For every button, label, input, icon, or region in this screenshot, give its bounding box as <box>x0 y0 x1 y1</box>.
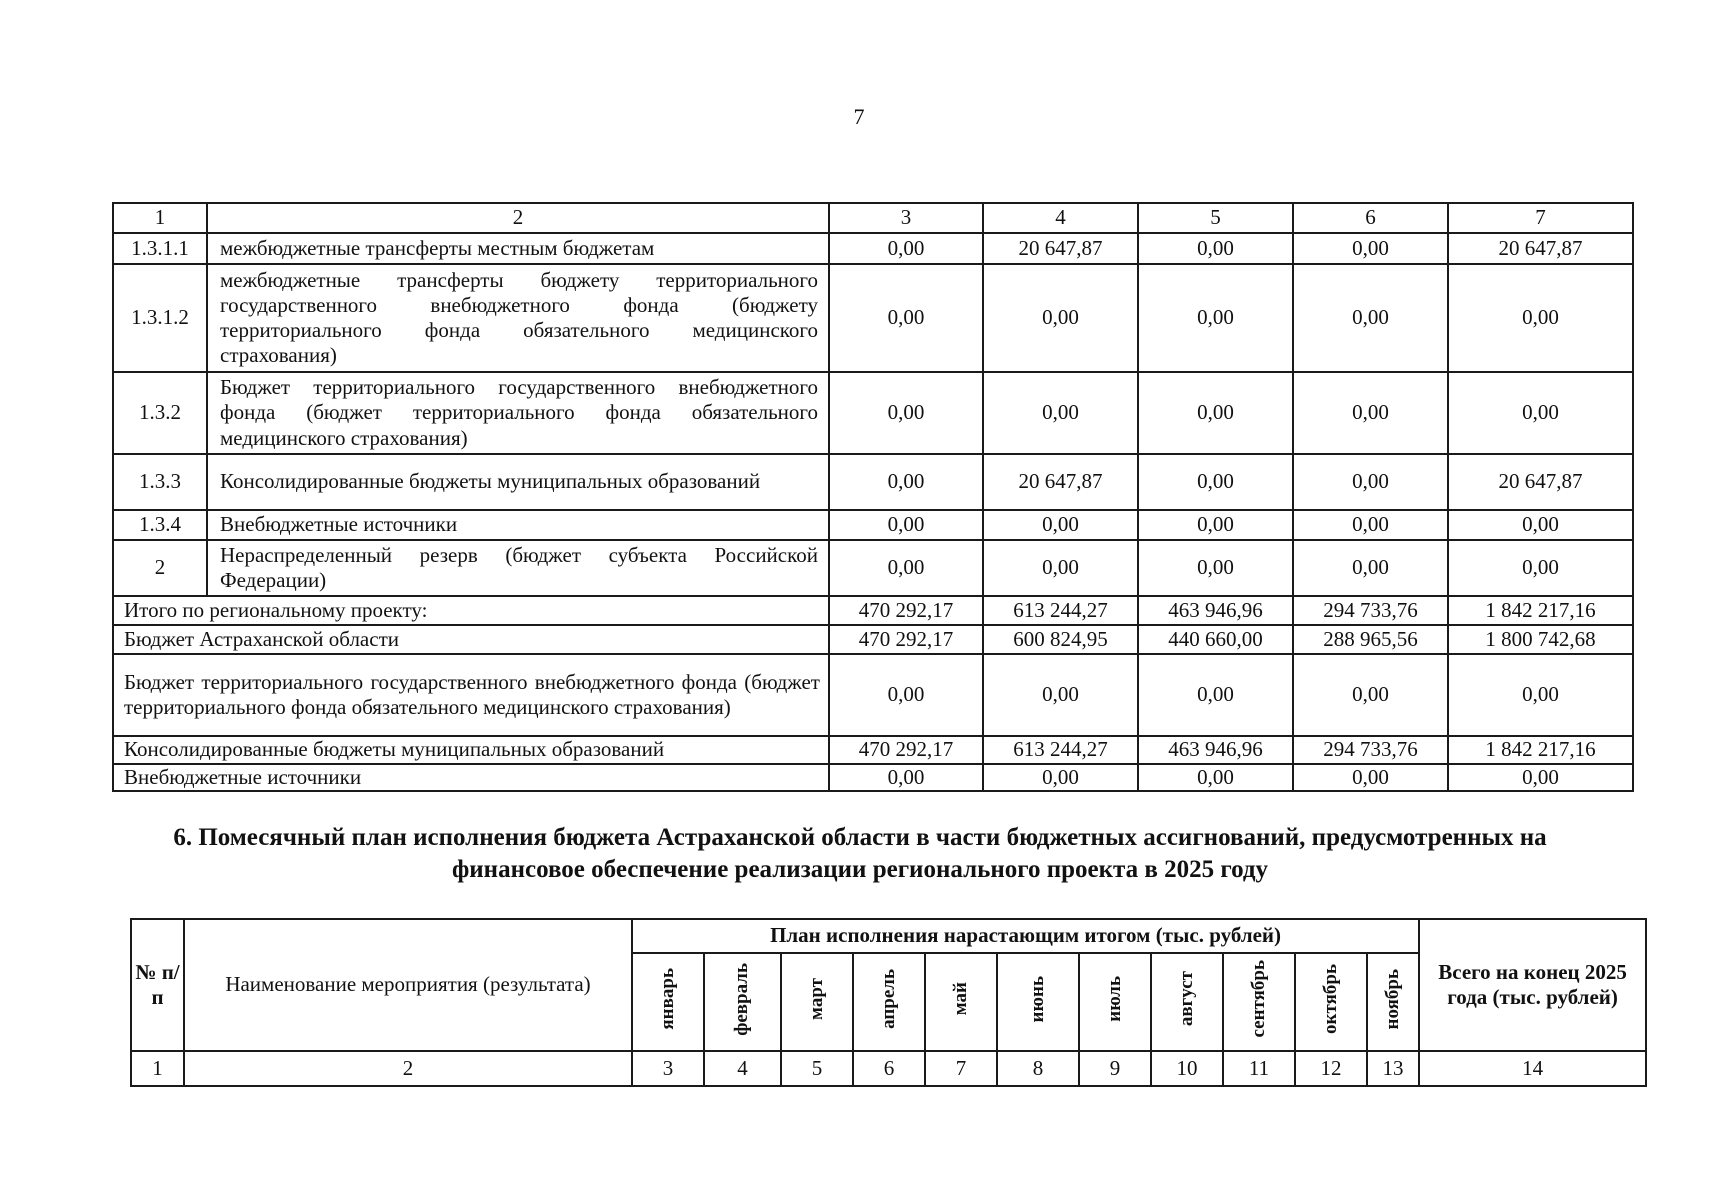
month-label: октябрь <box>1319 963 1341 1034</box>
column-index-row <box>131 1051 1646 1086</box>
month-label: ноябрь <box>1381 968 1403 1030</box>
value-cell: 20 647,87 <box>1448 233 1633 264</box>
value-cell: 0,00 <box>1293 654 1448 736</box>
total-label: Консолидированные бюджеты муниципальных образований <box>113 736 829 764</box>
month-label: сентябрь <box>1247 960 1269 1038</box>
table-row <box>113 454 1633 510</box>
month-header <box>997 953 1079 1051</box>
value-cell: 0,00 <box>1138 264 1293 372</box>
index-cell: 13 <box>1367 1051 1419 1086</box>
month-label: январь <box>656 968 678 1030</box>
value-cell: 1 842 217,16 <box>1448 596 1633 625</box>
index-cell: 4 <box>704 1051 781 1086</box>
monthly-plan-table <box>130 918 1647 1087</box>
table-header-row <box>131 919 1646 953</box>
value-cell: 0,00 <box>829 264 983 372</box>
value-cell: 470 292,17 <box>829 596 983 625</box>
index-cell: 6 <box>853 1051 925 1086</box>
header-cell: 4 <box>983 203 1138 233</box>
col-num-header: № п/п <box>131 919 184 1051</box>
header-cell: 5 <box>1138 203 1293 233</box>
value-cell: 288 965,56 <box>1293 625 1448 654</box>
value-cell: 0,00 <box>1448 540 1633 596</box>
header-cell: 3 <box>829 203 983 233</box>
value-cell: 0,00 <box>1448 510 1633 540</box>
total-label: Бюджет территориального государственного внебюджетного фонда (бюджет территориального фонда обязательного медицинского страхования) <box>113 654 829 736</box>
index-cell: 10 <box>1151 1051 1223 1086</box>
month-header <box>632 953 704 1051</box>
value-cell: 0,00 <box>1293 510 1448 540</box>
header-cell: 7 <box>1448 203 1633 233</box>
value-cell: 0,00 <box>983 540 1138 596</box>
index-cell: 12 <box>1295 1051 1367 1086</box>
index-cell: 1 <box>131 1051 184 1086</box>
value-cell: 0,00 <box>1138 540 1293 596</box>
value-cell: 294 733,76 <box>1293 596 1448 625</box>
value-cell: 0,00 <box>1138 654 1293 736</box>
month-header <box>704 953 781 1051</box>
month-header <box>1295 953 1367 1051</box>
value-cell: 0,00 <box>1293 372 1448 454</box>
index-cell: 14 <box>1419 1051 1646 1086</box>
value-cell: 0,00 <box>983 510 1138 540</box>
total-label: Бюджет Астраханской области <box>113 625 829 654</box>
value-cell: 0,00 <box>829 540 983 596</box>
row-name: Консолидированные бюджеты муниципальных образований <box>207 454 829 510</box>
row-code: 1.3.4 <box>113 510 207 540</box>
value-cell: 463 946,96 <box>1138 596 1293 625</box>
value-cell: 0,00 <box>983 264 1138 372</box>
value-cell: 0,00 <box>829 233 983 264</box>
month-label: апрель <box>877 968 899 1029</box>
value-cell: 0,00 <box>829 454 983 510</box>
value-cell: 0,00 <box>983 372 1138 454</box>
month-header <box>925 953 997 1051</box>
table-header-row <box>113 203 1633 233</box>
value-cell: 20 647,87 <box>983 233 1138 264</box>
value-cell: 0,00 <box>1138 372 1293 454</box>
month-header <box>781 953 853 1051</box>
value-cell: 0,00 <box>1293 233 1448 264</box>
value-cell: 0,00 <box>1138 764 1293 791</box>
budget-table <box>112 202 1634 792</box>
value-cell: 0,00 <box>983 654 1138 736</box>
value-cell: 0,00 <box>1448 372 1633 454</box>
month-header <box>1079 953 1151 1051</box>
value-cell: 294 733,76 <box>1293 736 1448 764</box>
value-cell: 1 800 742,68 <box>1448 625 1633 654</box>
index-cell: 5 <box>781 1051 853 1086</box>
value-cell: 0,00 <box>1448 654 1633 736</box>
value-cell: 20 647,87 <box>983 454 1138 510</box>
index-cell: 9 <box>1079 1051 1151 1086</box>
month-header <box>1223 953 1295 1051</box>
total-row <box>113 654 1633 736</box>
month-label: август <box>1175 971 1197 1027</box>
value-cell: 0,00 <box>1293 764 1448 791</box>
row-code: 1.3.3 <box>113 454 207 510</box>
value-cell: 1 842 217,16 <box>1448 736 1633 764</box>
table-row <box>113 540 1633 596</box>
table-row <box>113 372 1633 454</box>
month-label: март <box>805 977 827 1020</box>
month-header <box>1367 953 1419 1051</box>
total-row <box>113 596 1633 625</box>
value-cell: 0,00 <box>1448 764 1633 791</box>
value-cell: 0,00 <box>1293 540 1448 596</box>
index-cell: 3 <box>632 1051 704 1086</box>
row-code: 1.3.1.1 <box>113 233 207 264</box>
month-label: февраль <box>731 962 753 1036</box>
month-label: май <box>949 982 971 1016</box>
row-name: Внебюджетные источники <box>207 510 829 540</box>
value-cell: 0,00 <box>1293 454 1448 510</box>
total-row <box>113 736 1633 764</box>
value-cell: 0,00 <box>983 764 1138 791</box>
col-name-header: Наименование мероприятия (результата) <box>184 919 632 1051</box>
row-code: 1.3.2 <box>113 372 207 454</box>
index-cell: 2 <box>184 1051 632 1086</box>
value-cell: 470 292,17 <box>829 625 983 654</box>
total-row <box>113 764 1633 791</box>
value-cell: 0,00 <box>829 372 983 454</box>
total-label: Итого по региональному проекту: <box>113 596 829 625</box>
row-code: 1.3.1.2 <box>113 264 207 372</box>
header-cell: 2 <box>207 203 829 233</box>
row-name: межбюджетные трансферты бюджету территориального государственного внебюджетного фонда (бюджету территориального фонда обязательного медицинского страхования) <box>207 264 829 372</box>
value-cell: 600 824,95 <box>983 625 1138 654</box>
value-cell: 0,00 <box>1138 510 1293 540</box>
table-row <box>113 233 1633 264</box>
table-row <box>113 510 1633 540</box>
col-total-header: Всего на конец 2025 года (тыс. рублей) <box>1419 919 1646 1051</box>
value-cell: 0,00 <box>1293 264 1448 372</box>
index-cell: 7 <box>925 1051 997 1086</box>
value-cell: 613 244,27 <box>983 596 1138 625</box>
header-cell: 1 <box>113 203 207 233</box>
value-cell: 470 292,17 <box>829 736 983 764</box>
month-label: июль <box>1103 976 1125 1022</box>
row-code: 2 <box>113 540 207 596</box>
total-label: Внебюджетные источники <box>113 764 829 791</box>
page-number: 7 <box>853 104 865 129</box>
value-cell: 613 244,27 <box>983 736 1138 764</box>
value-cell: 440 660,00 <box>1138 625 1293 654</box>
value-cell: 0,00 <box>829 764 983 791</box>
row-name: межбюджетные трансферты местным бюджетам <box>207 233 829 264</box>
month-header <box>853 953 925 1051</box>
row-name: Бюджет территориального государственного внебюджетного фонда (бюджет территориального фонда обязательного медицинского страхования) <box>207 372 829 454</box>
header-cell: 6 <box>1293 203 1448 233</box>
total-row <box>113 625 1633 654</box>
value-cell: 0,00 <box>1138 454 1293 510</box>
value-cell: 0,00 <box>1448 264 1633 372</box>
month-header <box>1151 953 1223 1051</box>
plan-header: План исполнения нарастающим итогом (тыс. рублей) <box>632 919 1419 953</box>
section-title: 6. Помесячный план исполнения бюджета Астраханской области в части бюджетных ассигнований, предусмотренных на финансовое обеспечение реализации регионального проекта в 2025 году <box>173 824 1547 883</box>
index-cell: 8 <box>997 1051 1079 1086</box>
value-cell: 0,00 <box>829 654 983 736</box>
table-row <box>113 264 1633 372</box>
value-cell: 20 647,87 <box>1448 454 1633 510</box>
value-cell: 463 946,96 <box>1138 736 1293 764</box>
value-cell: 0,00 <box>1138 233 1293 264</box>
month-label: июнь <box>1026 975 1048 1023</box>
value-cell: 0,00 <box>829 510 983 540</box>
row-name: Нераспределенный резерв (бюджет субъекта Российской Федерации) <box>207 540 829 596</box>
index-cell: 11 <box>1223 1051 1295 1086</box>
